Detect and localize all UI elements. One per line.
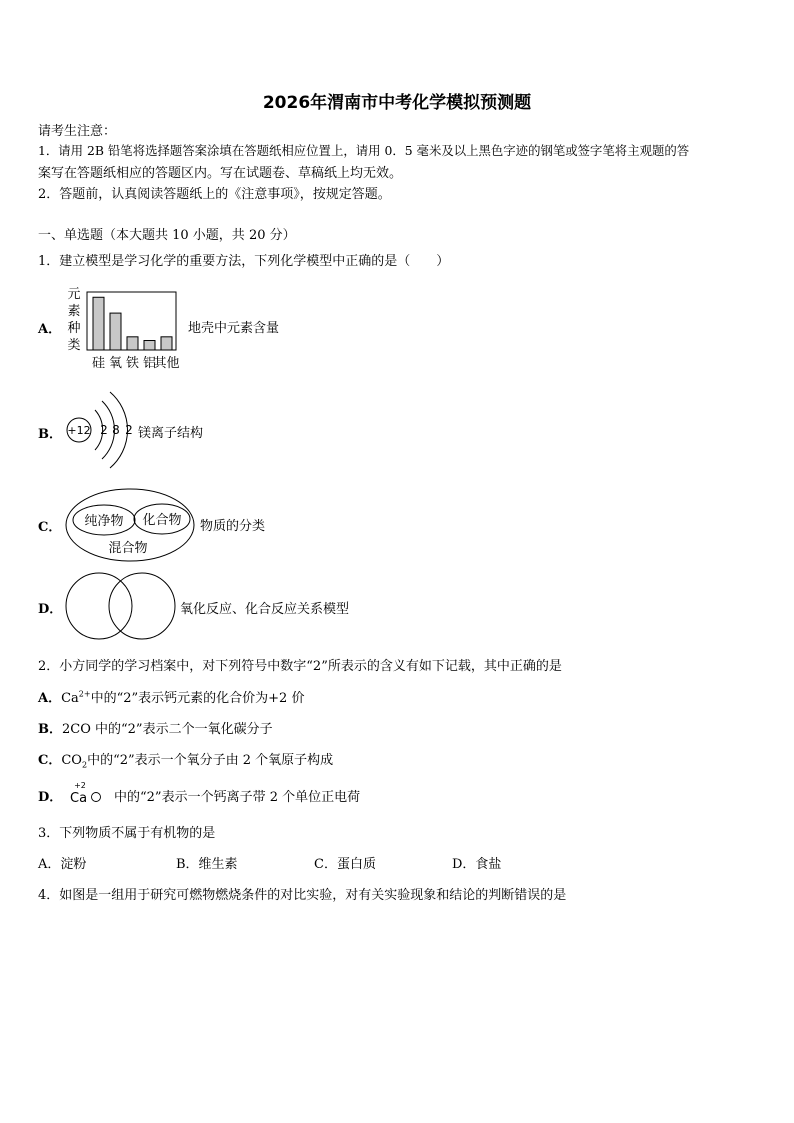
venn-diagram — [64, 570, 178, 642]
nucleus-charge: +12 — [67, 424, 91, 437]
question-2-stem: 2．小方同学的学习档案中，对下列符号中数字“2”所表示的含义有如下记载，其中正确的是 — [38, 659, 562, 674]
chart-xtick-label: 铝 — [142, 356, 157, 371]
q2-option-d-text: 中的“2”表示一个钙离子带 2 个单位正电荷 — [114, 790, 361, 805]
q2-option-a-label: A． — [38, 691, 62, 706]
option-c-label: C． — [38, 520, 62, 535]
q3-option-b: B．维生素 — [176, 857, 238, 872]
q2-option-c-symbol: CO — [61, 753, 82, 768]
q2-option-b-text: 2CO 中的“2”表示二个一氧化碳分子 — [62, 722, 273, 737]
q3-option-a: A．淀粉 — [38, 857, 87, 872]
notice-line-2: 2．答题前，认真阅读答题纸上的《注意事项》，按规定答题。 — [38, 187, 391, 202]
venn-circle-right — [109, 573, 175, 639]
q3-option-d: D．食盐 — [452, 857, 502, 872]
q2-option-a — [38, 687, 304, 706]
chart-ylabel-char: 种 — [67, 321, 81, 336]
q2-option-c-label: C． — [38, 753, 62, 768]
chart-xtick-label: 氧 — [108, 356, 123, 371]
chart-ylabel-char: 元 — [67, 287, 81, 302]
chart-bar-硅 — [93, 297, 104, 350]
q2-option-c — [38, 749, 333, 770]
q3-option-c: C．蛋白质 — [314, 857, 376, 872]
valence-mark: +2 — [74, 781, 86, 790]
option-d-label: D． — [38, 602, 63, 617]
venn-circle-left — [66, 573, 132, 639]
chart-bar-氧 — [110, 313, 121, 350]
option-b-label: B． — [38, 427, 62, 442]
q2-option-b — [38, 718, 273, 737]
substance-classification-diagram — [64, 486, 200, 564]
chart-bar-铁 — [127, 337, 138, 350]
chart-xtick-label: 铁 — [125, 356, 140, 371]
chart-ylabel — [67, 287, 80, 353]
notice-heading: 请考生注意： — [38, 124, 117, 139]
option-a-label: A． — [38, 322, 62, 337]
chart-xtick-label: 其他 — [153, 356, 180, 371]
question-3-stem: 3．下列物质不属于有机物的是 — [38, 826, 216, 841]
option-d-caption: 氧化反应、化合反应关系模型 — [180, 602, 350, 617]
small-circle-mark — [92, 793, 101, 802]
notice-line-1b: 案写在答题纸相应的答题区内。写在试题卷、草稿纸上均无效。 — [38, 166, 403, 181]
chart-bar-其他 — [161, 337, 172, 350]
option-c-caption: 物质的分类 — [200, 519, 266, 534]
chart-ylabel-char: 类 — [67, 338, 81, 353]
section-heading: 一、单选题（本大题共 10 小题，共 20 分） — [38, 228, 296, 243]
option-a-caption: 地壳中元素含量 — [188, 321, 280, 336]
q2-option-b-label: B． — [38, 722, 62, 737]
question-1-stem: 1．建立模型是学习化学的重要方法，下列化学模型中正确的是（ ） — [38, 254, 450, 269]
calcium-valence-symbol — [68, 778, 108, 808]
q2-option-a-symbol: Ca — [61, 691, 79, 706]
q2-option-a-superscript: 2+ — [78, 689, 91, 699]
chart-bar-铝 — [144, 341, 155, 350]
shell-1-electrons: 2 — [100, 423, 108, 437]
q2-option-c-subscript: 2 — [81, 760, 88, 770]
question-4-stem: 4．如图是一组用于研究可燃物燃烧条件的对比实验，对有关实验现象和结论的判断错误的是 — [38, 888, 567, 903]
page-title: 2026年渭南市中考化学模拟预测题 — [262, 93, 532, 113]
inner-label-1: 纯净物 — [84, 514, 124, 529]
outer-label: 混合物 — [108, 541, 148, 556]
shell-2-electrons: 8 — [112, 423, 120, 437]
magnesium-ion-structure-diagram — [62, 384, 138, 478]
shell-3-electrons: 2 — [125, 423, 133, 437]
chart-ylabel-char: 素 — [67, 304, 81, 319]
chart-xtick-label: 硅 — [91, 356, 106, 371]
notice-line-1a: 1．请用 2B 铅笔将选择题答案涂填在答题纸相应位置上，请用 0．5 毫米及以上黑色字迹的钢笔或签字笔将主观题的答 — [38, 143, 690, 158]
option-b-caption: 镁离子结构 — [138, 426, 204, 441]
q2-option-a-text: 中的“2”表示钙元素的化合价为+2 价 — [90, 691, 305, 706]
q2-option-d-label: D． — [38, 790, 63, 805]
inner-label-2: 化合物 — [142, 513, 182, 528]
calcium-symbol: Ca — [70, 791, 88, 806]
element-content-bar-chart — [60, 284, 190, 372]
q2-option-c-text: 中的“2”表示一个氧分子由 2 个氧原子构成 — [87, 753, 334, 768]
